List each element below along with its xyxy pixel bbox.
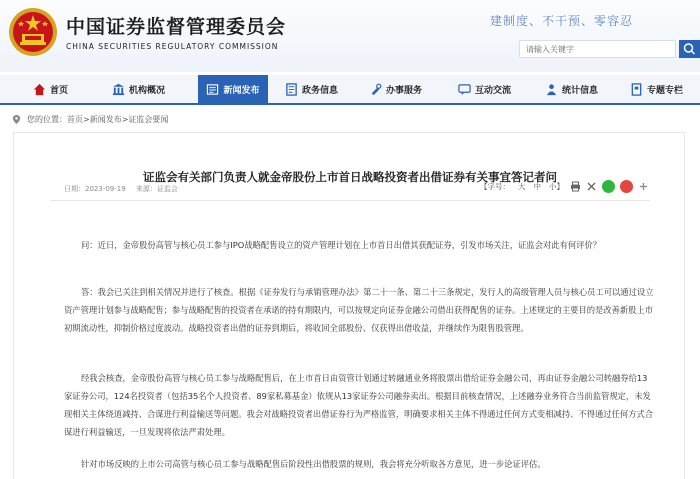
breadcrumb xyxy=(12,114,168,125)
home-icon xyxy=(33,83,46,96)
nav-item-interaction[interactable] xyxy=(458,75,511,103)
article-paragraph: 经我会核查，金帝股份高管与核心员工参与战略配售后，在上市首日由资管计划通过转融通业务将股票出借给证券金融公司，再由证券金融公司转融券给13家证券公司，124名投资者（包括35名个人投资者、89家私募基金）依规从13家证券公司融券卖出。根据目前核查情况，上述融券业务符合当前监管规定，未发现相关主体绕道减持、合谋进行利益输送等问题。我会对战略投资者出借证券行为严格监管，明确要求相关主体不得通过任何方式变相减持、不得通过任何方式合谋进行利益输送，一旦发现将依法严肃处理。 xyxy=(64,373,654,437)
article-source: 来源：证监会 xyxy=(135,185,178,193)
nav-item-label: 首页 xyxy=(50,85,69,96)
nav-item-label: 互动交流 xyxy=(475,85,512,96)
weibo-share-icon[interactable] xyxy=(620,180,633,193)
breadcrumb-separator: > xyxy=(121,115,129,124)
title-divider xyxy=(50,200,650,201)
nav-item-gov-info[interactable] xyxy=(285,75,338,103)
slogan: 建制度、不干预、零容忍 xyxy=(490,14,634,28)
site-header xyxy=(0,0,700,72)
article-panel xyxy=(13,132,685,479)
breadcrumb-link-news[interactable]: 新闻发布 xyxy=(89,115,122,124)
search-input[interactable] xyxy=(519,40,676,58)
article-title: 证监会有关部门负责人就金帝股份上市首日战略投资者出借证券有关事宜答记者问 xyxy=(143,170,557,184)
building-icon xyxy=(112,83,125,96)
search-button[interactable] xyxy=(679,40,700,58)
article-meta xyxy=(64,184,186,194)
breadcrumb-link-home[interactable]: 首页 xyxy=(67,115,83,124)
stats-icon xyxy=(545,83,558,96)
service-icon xyxy=(369,83,382,96)
font-size-small[interactable]: 小 xyxy=(549,182,557,191)
nav-item-label: 新闻发布 xyxy=(223,85,260,96)
font-size-label: 【字号： xyxy=(480,182,510,191)
wechat-share-icon[interactable] xyxy=(602,180,615,193)
chat-icon xyxy=(458,83,471,96)
breadcrumb-link-csrc-news[interactable]: 证监会要闻 xyxy=(128,115,169,124)
news-icon xyxy=(206,83,219,96)
column-icon xyxy=(630,83,643,96)
site-title: 中国证券监督管理委员会 xyxy=(66,16,287,38)
national-emblem-icon xyxy=(8,7,58,57)
nav-item-label: 机构概况 xyxy=(129,85,166,96)
nav-item-home[interactable] xyxy=(33,75,68,103)
close-icon[interactable] xyxy=(586,181,597,192)
print-icon[interactable] xyxy=(570,181,581,192)
article-paragraph: 问：近日，金帝股份高管与核心员工参与IPO战略配售设立的资产管理计划在上市首日出借其获配证券，引发市场关注，证监会对此有何评价？ xyxy=(81,240,602,250)
breadcrumb-prefix: 您的位置： xyxy=(27,115,67,124)
nav-item-services[interactable] xyxy=(369,75,422,103)
search-icon xyxy=(679,40,700,58)
font-size-large[interactable]: 大 xyxy=(518,182,526,191)
nav-item-label: 办事服务 xyxy=(386,85,423,96)
article-date: 日期：2023-09-19 xyxy=(64,185,126,193)
article-paragraph: 针对市场反映的上市公司高管与核心员工参与战略配售后阶段性出借股票的规则，我会将充分听取各方意见，进一步论证评估。 xyxy=(81,459,546,469)
nav-item-label: 统计信息 xyxy=(562,85,599,96)
nav-item-statistics[interactable] xyxy=(545,75,598,103)
nav-item-about[interactable] xyxy=(112,75,165,103)
article-tools xyxy=(480,180,648,193)
nav-item-label: 政务信息 xyxy=(302,85,339,96)
more-share-icon[interactable] xyxy=(639,182,648,191)
nav-item-label: 专题专栏 xyxy=(647,85,684,96)
main-nav xyxy=(0,75,700,105)
location-pin-icon xyxy=(12,115,21,124)
article-paragraph: 答：我会已关注到相关情况并进行了核查。根据《证券发行与承销管理办法》第二十一条、第二十三条规定，发行人的高级管理人员与核心员工可以通过设立资产管理计划参与战略配售；参与战略配售的投资者在承诺的持有期限内，可以按规定向证券金融公司借出获得配售的证券。上述规定的主要目的是改善新股上市初期流动性，抑制价格过度波动。战略投资者出借的证券到期后，将收回全部股份、仅获得出借收益，并继续作为限售股管理。 xyxy=(64,287,654,333)
nav-item-news[interactable] xyxy=(198,75,268,103)
info-icon xyxy=(285,83,298,96)
site-subtitle: CHINA SECURITIES REGULATORY COMMISSION xyxy=(66,42,279,51)
font-size-medium[interactable]: 中 xyxy=(533,182,541,191)
font-size-close: 】 xyxy=(556,182,564,191)
breadcrumb-separator: > xyxy=(83,115,90,124)
nav-item-special[interactable] xyxy=(630,75,683,103)
